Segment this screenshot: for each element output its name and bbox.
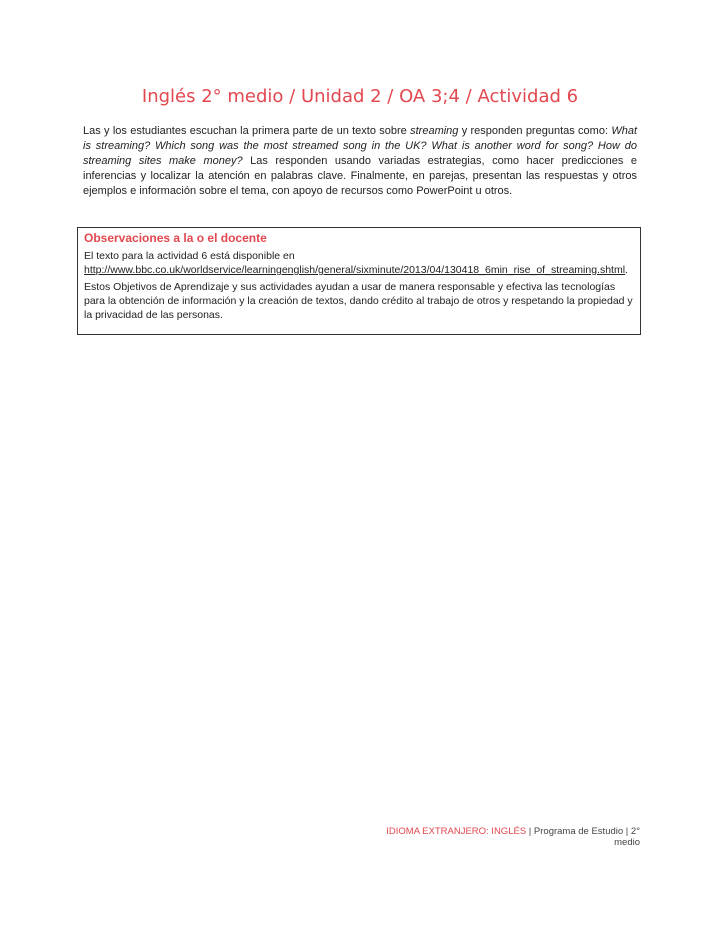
page-footer [360,826,640,848]
intro-text-2: y responden preguntas como: [458,125,612,137]
intro-term-streaming: streaming [410,125,459,137]
footer-program: Programa de Estudio [533,826,624,837]
footer-separator-2: | [623,826,631,837]
activity-description [83,124,637,199]
teacher-notes-box [77,227,641,335]
teacher-notes-paragraph-2: Estos Objetivos de Aprendizaje y sus actividades ayudan a usar de manera responsable y efectiva las tecnologías para la obtención de información y la creación de textos, dando crédito al trabajo de otros y respetando la propiedad y la privacidad de las personas. [84,281,633,321]
footer-subject: IDIOMA EXTRANJERO: INGLÉS [386,826,527,837]
footer-separator-1: | [526,826,534,837]
teacher-notes-text-1: El texto para la actividad 6 está disponible en [84,250,295,262]
teacher-notes-heading: Observaciones a la o el docente [84,231,267,245]
intro-questions: What is streaming? Which song was the most streamed song in the UK? What is another word for song? How do streaming sites make money? [83,125,638,167]
teacher-notes-period: . [625,264,628,276]
footer-level: 2° medio [614,826,640,848]
intro-text-1: Las y los estudiantes escuchan la primera parte de un texto sobre [83,125,411,137]
teacher-notes-paragraph-1 [84,249,634,277]
page-title: Inglés 2° medio / Unidad 2 / OA 3;4 / Actividad 6 [141,86,579,107]
streaming-text-link[interactable]: http://www.bbc.co.uk/worldservice/learningenglish/general/sixminute/2013/04/130418_6min_rise_of_streaming.shtml [84,264,626,276]
intro-text-3: Las responden usando variadas estrategias, como hacer predicciones e inferencias y localizar la atención en palabras clave. Finalmente, en parejas, presentan las respuestas y otros ejemplos e información sobre el tema, con apoyo de recursos como PowerPoint u otros. [83,155,637,197]
